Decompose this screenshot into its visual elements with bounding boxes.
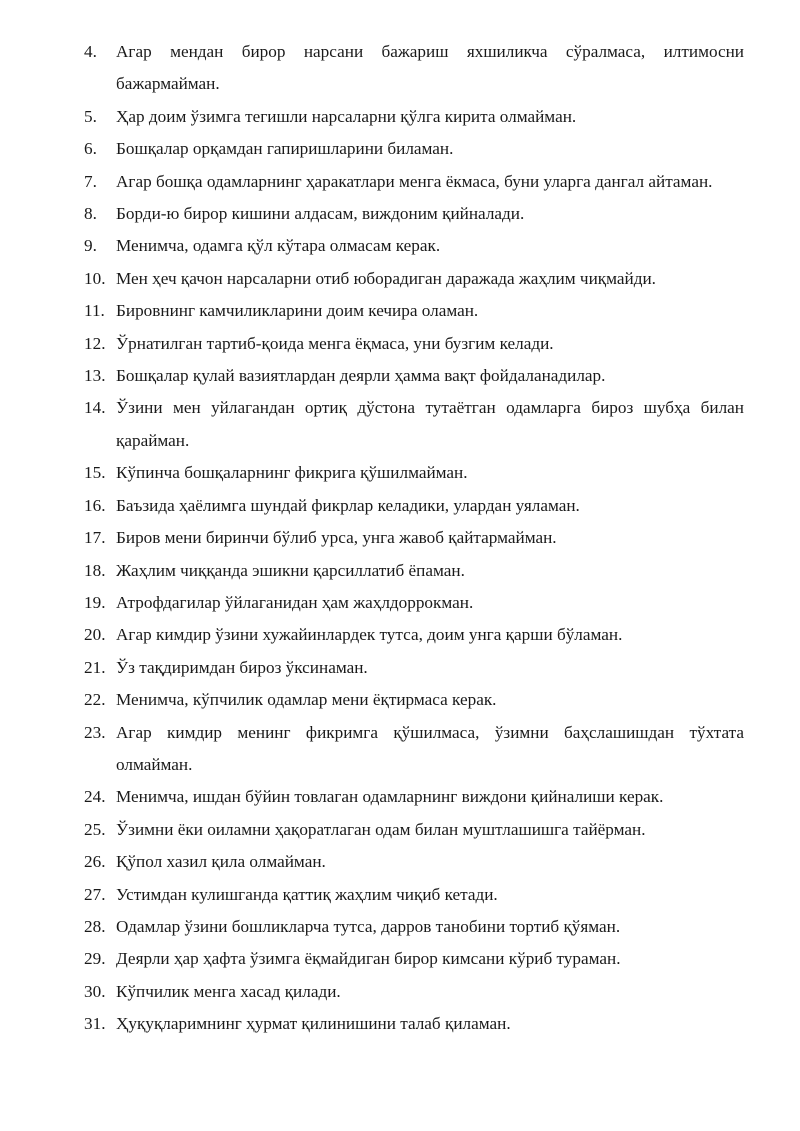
list-item xyxy=(84,587,744,619)
item-number: 26. xyxy=(84,852,106,872)
item-text: Менимча, одамга қўл кўтара олмасам керак. xyxy=(116,236,441,256)
list-item xyxy=(84,328,744,360)
list-item xyxy=(84,781,744,813)
item-number: 13. xyxy=(84,366,106,386)
item-text: Баъзида ҳаёлимга шундай фикрлар келадики, улардан уяламан. xyxy=(116,495,580,515)
list-item xyxy=(84,814,744,846)
list-item xyxy=(84,166,744,198)
item-text: Ўзимни ёки оиламни ҳақоратлаган одам билан муштлашишга тайёрман. xyxy=(116,819,646,839)
item-text: Жаҳлим чиққанда эшикни қарсиллатиб ёпаман. xyxy=(116,560,465,580)
item-number: 14. xyxy=(84,398,106,418)
item-text: Атрофдагилар ўйлаганидан ҳам жаҳлдоррокман. xyxy=(116,592,474,612)
item-text: Ўз тақдиримдан бироз ўксинаман. xyxy=(116,657,368,677)
item-number: 21. xyxy=(84,657,106,677)
item-text: Агар кимдир ўзини хужайинлардек тутса, доим унга қарши бўламан. xyxy=(116,625,623,645)
list-item xyxy=(84,133,744,165)
list-item xyxy=(84,652,744,684)
question-list xyxy=(84,36,744,1041)
list-item xyxy=(84,457,744,489)
item-text: Бошқалар қулай вазиятлардан деярли ҳамма вақт фойдаланадилар. xyxy=(116,366,606,386)
list-item xyxy=(84,490,744,522)
item-number: 12. xyxy=(84,333,106,353)
item-number: 22. xyxy=(84,690,106,710)
item-text: Кўпинча бошқаларнинг фикрига қўшилмайман. xyxy=(116,463,468,483)
list-item xyxy=(84,555,744,587)
item-number: 27. xyxy=(84,884,106,904)
item-text: Деярли ҳар ҳафта ўзимга ёқмайдиган бирор кимсани кўриб тураман. xyxy=(116,949,621,969)
item-text: Менимча, ишдан бўйин товлаган одамларнинг виждони қийналиши керак. xyxy=(116,787,664,807)
item-text: Агар кимдир менинг фикримга қўшилмаса, ўзимни баҳслашишдан тўхтата олмайман. xyxy=(116,722,744,774)
list-item xyxy=(84,943,744,975)
item-text: Одамлар ўзини бошликларча тутса, дарров танобини тортиб қўяман. xyxy=(116,916,621,936)
item-text: Бировнинг камчиликларини доим кечира оламан. xyxy=(116,301,479,321)
item-text: Биров мени биринчи бўлиб урса, унга жавоб қайтармайман. xyxy=(116,528,557,548)
item-number: 5. xyxy=(84,106,97,126)
list-item xyxy=(84,392,744,457)
item-number: 9. xyxy=(84,236,97,256)
item-text: Қўпол хазил қила олмайман. xyxy=(116,852,326,872)
item-number: 25. xyxy=(84,819,106,839)
item-number: 11. xyxy=(84,301,105,321)
item-text: Ўзини мен уйлагандан ортиқ дўстона тутаётган одамларга бироз шубҳа билан қарайман. xyxy=(116,398,744,450)
item-number: 10. xyxy=(84,268,106,288)
item-number: 16. xyxy=(84,495,106,515)
list-item xyxy=(84,101,744,133)
item-text: Устимдан кулишганда қаттиқ жаҳлим чиқиб кетади. xyxy=(116,884,498,904)
item-number: 30. xyxy=(84,981,106,1001)
item-number: 15. xyxy=(84,463,106,483)
item-number: 17. xyxy=(84,528,106,548)
item-number: 8. xyxy=(84,204,97,224)
item-text: Кўпчилик менга хасад қилади. xyxy=(116,981,341,1001)
list-item xyxy=(84,230,744,262)
item-text: Менимча, кўпчилик одамлар мени ёқтирмаса керак. xyxy=(116,690,497,710)
item-text: Ўрнатилган тартиб-қоида менга ёқмаса, уни бузгим келади. xyxy=(116,333,554,353)
list-item xyxy=(84,295,744,327)
item-number: 24. xyxy=(84,787,106,807)
list-item xyxy=(84,1008,744,1040)
item-number: 20. xyxy=(84,625,106,645)
list-item xyxy=(84,36,744,101)
list-item xyxy=(84,522,744,554)
list-item xyxy=(84,684,744,716)
list-item xyxy=(84,976,744,1008)
item-number: 29. xyxy=(84,949,106,969)
item-number: 28. xyxy=(84,916,106,936)
item-text: Агар бошқа одамларнинг ҳаракатлари менга ёкмаса, буни уларга дангал айтаман. xyxy=(116,171,713,191)
item-number: 19. xyxy=(84,592,106,612)
item-number: 31. xyxy=(84,1014,106,1034)
item-number: 23. xyxy=(84,722,106,742)
list-item xyxy=(84,846,744,878)
item-number: 4. xyxy=(84,42,97,61)
list-item xyxy=(84,263,744,295)
item-text: Ҳар доим ўзимга тегишли нарсаларни қўлга кирита олмайман. xyxy=(116,106,577,126)
list-item xyxy=(84,360,744,392)
item-number: 18. xyxy=(84,560,106,580)
item-text: Ҳуқуқларимнинг ҳурмат қилинишини талаб қиламан. xyxy=(116,1014,511,1034)
list-item xyxy=(84,879,744,911)
list-item xyxy=(84,911,744,943)
item-text: Агар мендан бирор нарсани бажариш яхшиликча сўралмаса, илтимосни бажармайман. xyxy=(116,42,744,94)
list-item xyxy=(84,717,744,782)
item-number: 6. xyxy=(84,139,97,159)
list-item xyxy=(84,198,744,230)
item-text: Мен ҳеч қачон нарсаларни отиб юборадиган даражада жаҳлим чиқмайди. xyxy=(116,268,656,288)
list-item xyxy=(84,619,744,651)
item-text: Бошқалар орқамдан гапиришларини биламан. xyxy=(116,139,454,159)
item-number: 7. xyxy=(84,171,97,191)
item-text: Борди-ю бирор кишини алдасам, виждоним қийналади. xyxy=(116,204,525,224)
